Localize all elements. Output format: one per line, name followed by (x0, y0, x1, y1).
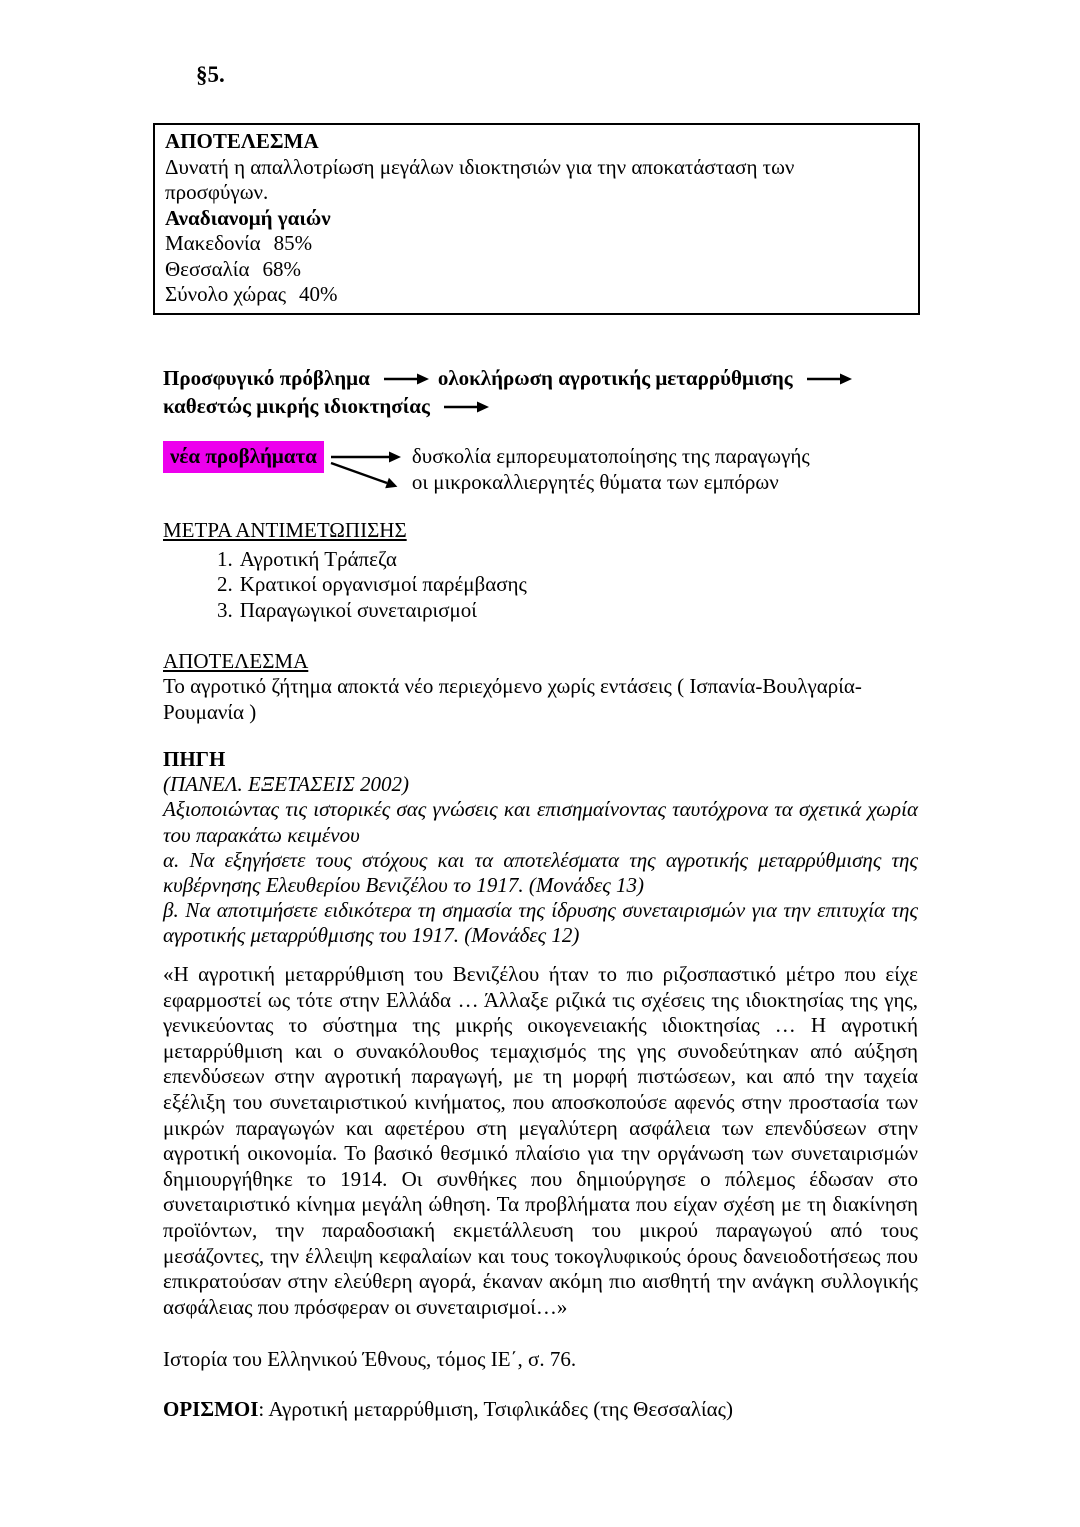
measures-section (163, 517, 918, 623)
branch-text-1: δυσκολία εμπορευματοποίησης της παραγωγής (411, 444, 810, 468)
stat-value: 85% (273, 231, 313, 255)
list-item (217, 598, 918, 623)
flow-line-1 (163, 364, 918, 392)
list-item (217, 572, 918, 597)
section-heading: §5. (196, 62, 225, 87)
branch-texts (412, 444, 810, 495)
branch-arrows-icon (330, 443, 408, 493)
measures-heading: ΜΕΤΡΑ ΑΝΤΙΜΕΤΩΠΙΣΗΣ (163, 518, 407, 542)
highlighted-label: νέα προβλήματα (163, 441, 324, 473)
new-problems-diagram (163, 441, 918, 495)
list-item-text: Αγροτική Τράπεζα (239, 547, 397, 571)
result-box-subtitle: Αναδιανομή γαιών (165, 205, 331, 230)
question-b: β. Να αποτιμήσετε ειδικότερα τη σημασία της ίδρυσης συνεταιρισμών για την επιτυχία της αγροτικής μεταρρύθμισης του 1917. (Μονάδες 12) (163, 898, 918, 948)
question-a: α. Να εξηγήσετε τους στόχους και τα αποτελέσματα της αγροτικής μεταρρύθμισης της κυβέρνησης Ελευθερίου Βενιζέλου το 1917. (Μονάδες 13) (163, 847, 918, 898)
result-box (153, 123, 920, 315)
stat-row (165, 231, 904, 257)
stat-row (165, 257, 904, 283)
result-box-text: Δυνατή η απαλλοτρίωση μεγάλων ιδιοκτησιών για την αποκατάσταση των προσφύγων. (165, 154, 795, 204)
stat-value: 68% (262, 256, 301, 281)
flow-line-2 (163, 392, 918, 420)
source-heading: ΠΗΓΗ (163, 747, 226, 771)
result-section (163, 648, 918, 725)
source-intro: Αξιοποιώντας τις ιστορικές σας γνώσεις και επισημαίνοντας ταυτόχρονα τα σχετικά χωρία του παρακάτω κειμένου (163, 797, 918, 847)
list-item-number: 3. (217, 597, 233, 622)
stat-row (165, 282, 904, 308)
list-item-text: Κρατικοί οργανισμοί παρέμβασης (239, 572, 527, 597)
stat-region: Θεσσαλία (165, 256, 250, 281)
result-heading: ΑΠΟΤΕΛΕΣΜΑ (163, 649, 309, 673)
stat-region: Σύνολο χώρας (165, 282, 287, 306)
flow-step-2: ολοκλήρωση αγροτικής μεταρρύθμισης (437, 366, 793, 390)
list-item-number: 1. (217, 547, 233, 571)
list-item (217, 547, 918, 572)
result-text: Το αγροτικό ζήτημα αποκτά νέο περιεχόμενο χωρίς εντάσεις ( Ισπανία-Βουλγαρία-Ρουμανία ) (163, 674, 862, 724)
stat-region: Μακεδονία (165, 231, 261, 255)
result-box-title: ΑΠΟΤΕΛΕΣΜΑ (165, 129, 319, 153)
exam-reference: (ΠΑΝΕΛ. ΕΞΕΤΑΣΕΙΣ 2002) (163, 772, 410, 797)
list-item-text: Παραγωγικοί συνεταιρισμοί (239, 597, 477, 622)
quoted-passage: «Η αγροτική μεταρρύθμιση του Βενιζέλου ήταν το πιο ριζοσπαστικό μέτρο που είχε εφαρμοστεί ως τότε στην Ελλάδα … Άλλαξε ριζικά τις σχέσεις της ιδιοκτησίας της γης, γενικεύοντας το σύστημα της μικρής οικογενειακής ιδιοκτησίας … Η αγροτική μεταρρύθμιση και ο συνακόλουθος τεμαχισμός της γης συνοδεύτηκαν από αύξηση επενδύσεων στην αγροτική παραγωγή, με τη μορφή πιστώσεων, και από την ταχεία εξέλιξη του συνεταιριστικού κινήματος, που αποσκοπούσε αφενός στην προστασία των μικρών παραγωγών και αφετέρου στη μεγαλύτερη ασφάλεια των επενδύσεων στην αγροτική οικονομία. Το βασικό θεσμικό πλαίσιο για την οργάνωση των συνεταιρισμών δημιουργήθηκε το 1914. Οι συνθήκες που δημιούργησε ο πόλεμος έδωσαν στο συνεταιριστικό κίνημα μεγάλη ώθηση. Τα προβλήματα που είχαν σχέση με τη διακίνηση προϊόντων, την παραδοσιακή εκμετάλλευση του μικρού παραγωγού από τους μεσάζοντες, την έλλειψη κεφαλαίων και τους τοκογλυφικούς όρους δανειοδοτήσεως που επικρατούσαν στην ελεύθερη αγορά, έκαναν ακόμη πιο αισθητή την ανάγκη συλλογικής ασφάλειας που πρόσφεραν οι συνεταιρισμοί…» (163, 962, 918, 1319)
flow-step-1: Προσφυγικό πρόβλημα (163, 366, 370, 390)
right-arrow-icon (806, 372, 852, 386)
right-arrow-icon (443, 400, 489, 414)
definitions-text: : Αγροτική μεταρρύθμιση, Τσιφλικάδες (της Θεσσαλίας) (258, 1397, 733, 1421)
flow-diagram (163, 364, 918, 420)
source-section (163, 747, 918, 949)
list-item-number: 2. (217, 572, 233, 597)
stat-value: 40% (299, 282, 338, 306)
definitions-label: ΟΡΙΣΜΟΙ (163, 1397, 259, 1421)
flow-step-3: καθεστώς μικρής ιδιοκτησίας (163, 394, 430, 418)
right-arrow-icon (383, 372, 429, 386)
branch-text-2: οι μικροκαλλιεργητές θύματα των εμπόρων (411, 469, 779, 494)
definitions-line (163, 1397, 918, 1423)
citation: Ιστορία του Ελληνικού Έθνους, τόμος ΙΕ΄, σ. 76. (163, 1347, 577, 1371)
